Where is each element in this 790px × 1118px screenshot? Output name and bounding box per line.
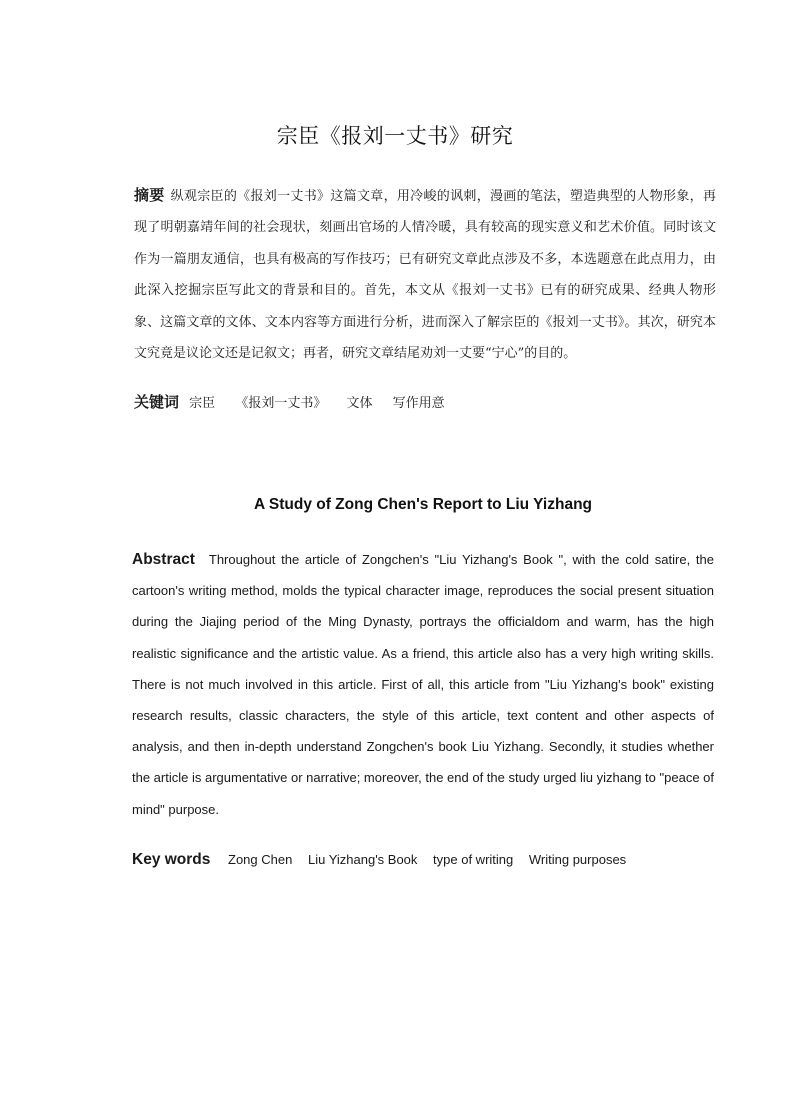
- chinese-abstract-text: 纵观宗臣的《报刘一丈书》这篇文章，用冷峻的讽刺，漫画的笔法，塑造典型的人物形象，再现了明朝嘉靖年间的社会现状，刻画出官场的人情冷暖，具有较高的现实意义和艺术价值。同时该文作为一篇朋友通信，也具有极高的写作技巧；已有研究文章此点涉及不多，本选题意在此点用力，由此深入挖掘宗臣写此文的背景和目的。首先，本文从《报刘一丈书》已有的研究成果、经典人物形象、这篇文章的文体、文本内容等方面进行分析，进而深入了解宗臣的《报刘一丈书》。其次，研究本文究竟是议论文还是记叙文；再者，研究文章结尾劝刘一丈要“宁心”的目的。: [134, 189, 716, 362]
- chinese-keyword: 写作用意: [392, 396, 445, 411]
- english-keyword: type of writing: [433, 852, 514, 867]
- english-abstract: [132, 544, 714, 825]
- english-keywords: [132, 846, 732, 874]
- chinese-abstract: [134, 180, 716, 369]
- chinese-keyword: 文体: [346, 396, 373, 411]
- english-keywords-label: Key words: [132, 851, 211, 868]
- chinese-keyword: 宗臣: [189, 396, 216, 411]
- english-abstract-label: Abstract: [132, 551, 195, 568]
- english-title: A Study of Zong Chen's Report to Liu Yizhang: [253, 496, 593, 513]
- chinese-title: 宗臣《报刘一丈书》研究: [276, 124, 514, 148]
- chinese-keyword: 《报刘一丈书》: [235, 396, 327, 411]
- chinese-keywords: [134, 388, 716, 418]
- chinese-abstract-label: 摘要: [134, 186, 165, 204]
- english-keyword: Writing purposes: [528, 852, 627, 867]
- english-abstract-text: Throughout the article of Zongchen's "Liu Yizhang's Book ", with the cold satire, the cartoon's writing method, molds the typical character image, reproduces the social present situation during the Jiajing period of the Ming Dynasty, portrays the officialdom and warm, has the high realistic significance and the artistic value. As a friend, this article also has a very high writing skills. There is not much involved in this article. First of all, this article from "Liu Yizhang's book" existing research results, classic characters, the style of this article, text content and other aspects of analysis, and then in-depth understand Zongchen's book Liu Yizhang. Secondly, it studies whether the article is argumentative or narrative; moreover, the end of the study urged liu yizhang to "peace of mind" purpose.: [132, 552, 714, 817]
- english-keyword: Liu Yizhang's Book: [307, 852, 418, 867]
- chinese-keywords-label: 关键词: [134, 393, 180, 411]
- english-keyword: Zong Chen: [228, 852, 293, 867]
